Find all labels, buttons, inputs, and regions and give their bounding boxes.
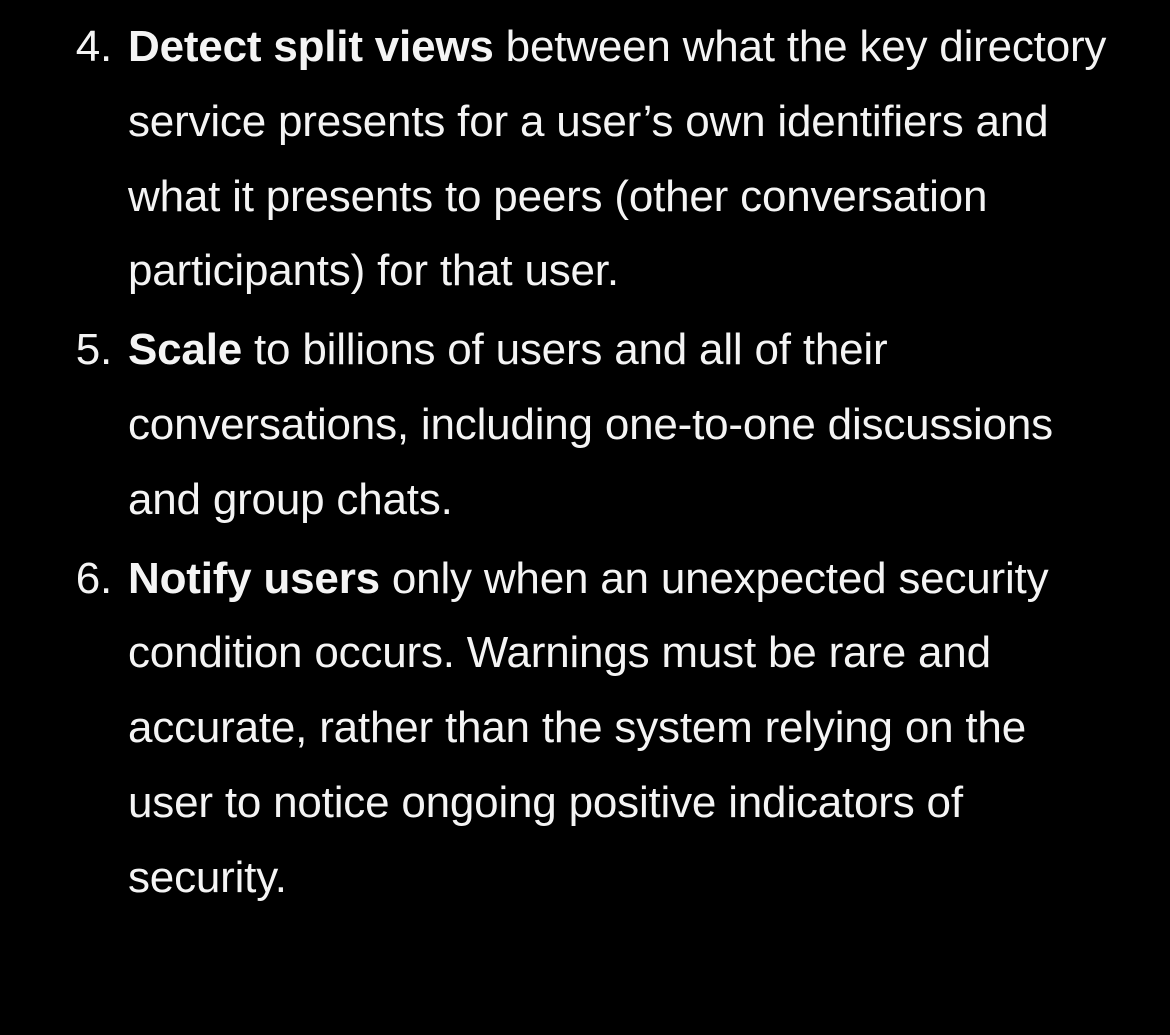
- list-item-text: [128, 10, 1110, 309]
- list-item-lead: Notify users: [128, 553, 380, 603]
- list-item-body: between what the key directory service presents for a user’s own identifiers and what it presents to peers (other conversation participants) for that user.: [128, 22, 1107, 296]
- list-item-marker: 5.: [75, 325, 112, 375]
- list-item-text: [128, 542, 1110, 916]
- list-item: [46, 542, 1110, 916]
- list-item-lead: Scale: [128, 325, 242, 375]
- list-item-text: [128, 313, 1110, 537]
- requirements-list: [46, 10, 1110, 916]
- list-item: [46, 313, 1110, 537]
- list-item-marker: 4.: [75, 22, 112, 71]
- list-item-body: to billions of users and all of their conversations, including one-to-one discussions and group chats.: [128, 325, 1053, 524]
- list-item-body: only when an unexpected security condition occurs. Warnings must be rare and accurate, rather than the system relying on the user to notice ongoing positive indicators of security.: [128, 553, 1049, 902]
- list-item: [46, 10, 1110, 309]
- list-item-lead: Detect split views: [128, 22, 494, 71]
- list-item-marker: 6.: [75, 553, 112, 603]
